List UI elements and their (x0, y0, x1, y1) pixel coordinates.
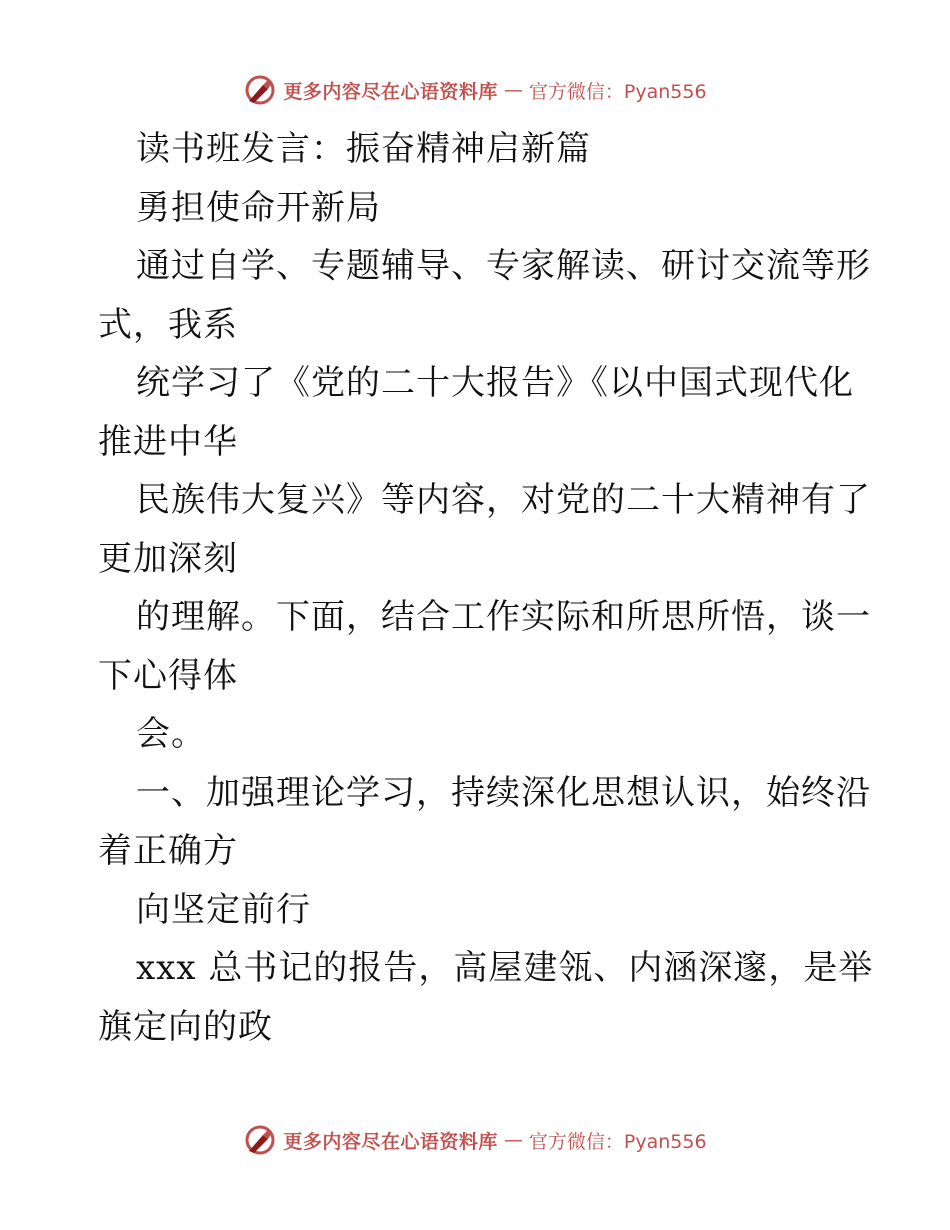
text-line: 的理解。下面，结合工作实际和所思所悟，谈一 (136, 597, 871, 637)
text-line: 更加深刻 (98, 538, 238, 579)
text-line: 式，我系 (98, 304, 238, 345)
footer-watermark (0, 1120, 950, 1160)
watermark-wechat: 官方微信：Pyan556 (528, 80, 707, 103)
text-line: 下心得体 (98, 655, 238, 696)
watermark-separator: — (503, 1129, 523, 1151)
text-line: 一、加强理论学习，持续深化思想认识，始终沿 (136, 772, 871, 813)
watermark-brand: 更多内容尽在心语资料库 (283, 80, 498, 103)
text-line: 通过自学、专题辅导、专家解读、研讨交流等形 (136, 246, 871, 286)
watermark-separator: — (503, 79, 523, 101)
text-line: xxx 总书记的报告，高屋建瓴、内涵深邃，是举 (136, 948, 874, 988)
watermark-brand: 更多内容尽在心语资料库 (283, 1130, 498, 1153)
text-line: 向坚定前行 (136, 889, 311, 930)
text-line: 读书班发言：振奋精神启新篇 (136, 129, 591, 169)
text-line: 旗定向的政 (98, 1006, 273, 1047)
text-line: 着正确方 (98, 831, 238, 871)
pen-nib-icon (243, 1123, 277, 1157)
text-line: 统学习了《党的二十大报告》《以中国式现代化 (136, 363, 854, 403)
text-line: 推进中华 (98, 421, 238, 462)
watermark-wechat: 官方微信：Pyan556 (528, 1130, 707, 1153)
header-watermark (0, 70, 950, 110)
document-body (98, 120, 874, 1056)
pen-nib-icon (243, 73, 277, 107)
text-line: 勇担使命开新局 (136, 187, 381, 228)
text-line: 会。 (136, 714, 206, 754)
text-line: 民族伟大复兴》等内容，对党的二十大精神有了 (136, 480, 871, 520)
